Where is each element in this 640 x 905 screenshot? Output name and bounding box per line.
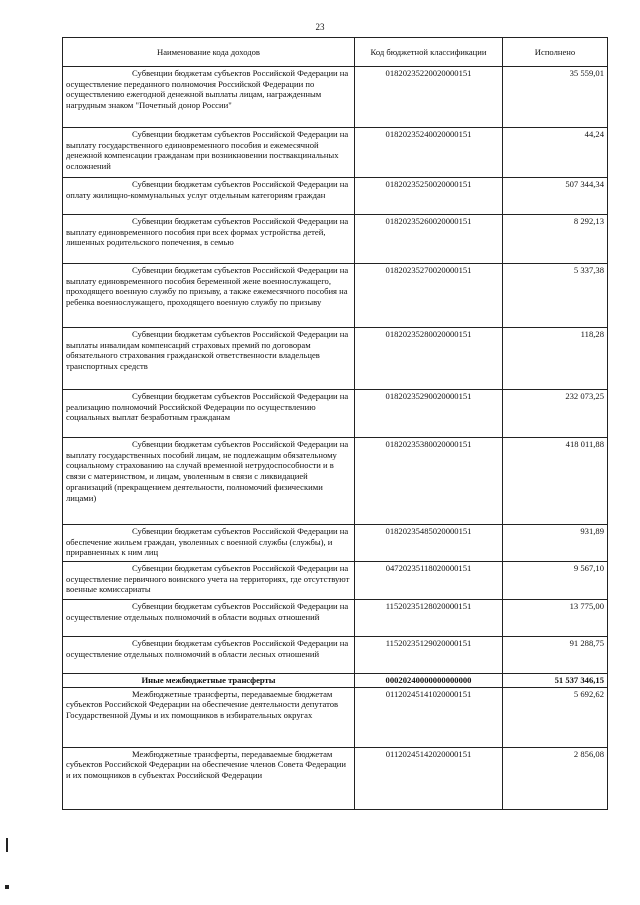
table-row — [63, 600, 608, 637]
row-name: Субвенции бюджетам субъектов Российской Федерации на осуществление переданного полномочия Российской Федерации по осуществлению ежегодной денежной выплаты лицам, награжденным нагрудным знаком "Почетный донор России" — [63, 67, 355, 128]
row-code: 01820235270020000151 — [355, 264, 503, 328]
table-row — [63, 562, 608, 600]
budget-table — [62, 37, 608, 810]
row-code: 01820235380020000151 — [355, 438, 503, 525]
table-row — [63, 438, 608, 525]
row-name: Субвенции бюджетам субъектов Российской Федерации на обеспечение жильем граждан, уволенных с военной службы (службы), и приравненных к ним лиц — [63, 525, 355, 562]
table-row — [63, 67, 608, 128]
row-name: Субвенции бюджетам субъектов Российской Федерации на выплату государственного единовременного пособия и ежемесячной денежной компенсации гражданам при возникновении поствакцинальных осложнений — [63, 128, 355, 178]
table-row — [63, 215, 608, 264]
table-row — [63, 390, 608, 438]
row-amount: 13 775,00 — [503, 600, 608, 637]
row-name: Субвенции бюджетам субъектов Российской Федерации на выплату единовременного пособия при всех формах устройства детей, лишенных родительского попечения, в семью — [63, 215, 355, 264]
scan-edge-mark — [6, 838, 8, 852]
row-amount: 35 559,01 — [503, 67, 608, 128]
row-code: 01120245141020000151 — [355, 687, 503, 747]
row-code: 04720235118020000151 — [355, 562, 503, 600]
table-row-total — [63, 674, 608, 688]
row-amount: 91 288,75 — [503, 637, 608, 674]
row-code: 11520235128020000151 — [355, 600, 503, 637]
row-name: Межбюджетные трансферты, передаваемые бюджетам субъектов Российской Федерации на обеспечение деятельности депутатов Государственной Думы и их помощников в избирательных округах — [63, 687, 355, 747]
table-row — [63, 178, 608, 215]
header-code: Код бюджетной классификации — [355, 38, 503, 67]
table-row — [63, 328, 608, 390]
row-amount: 507 344,34 — [503, 178, 608, 215]
row-code: 01820235290020000151 — [355, 390, 503, 438]
row-code: 11520235129020000151 — [355, 637, 503, 674]
row-name: Межбюджетные трансферты, передаваемые бюджетам субъектов Российской Федерации на обеспечение членов Совета Федерации и их помощников в субъектах Российской Федерации — [63, 747, 355, 809]
row-name: Субвенции бюджетам субъектов Российской Федерации на реализацию полномочий Российской Федерации по осуществлению социальных выплат безработным гражданам — [63, 390, 355, 438]
row-code: 01820235485020000151 — [355, 525, 503, 562]
scan-edge-dot — [5, 885, 9, 889]
row-name: Субвенции бюджетам субъектов Российской Федерации на оплату жилищно-коммунальных услуг отдельным категориям граждан — [63, 178, 355, 215]
row-code: 01820235280020000151 — [355, 328, 503, 390]
row-amount: 8 292,13 — [503, 215, 608, 264]
row-name: Иные межбюджетные трансферты — [63, 674, 355, 688]
header-amount: Исполнено — [503, 38, 608, 67]
row-amount: 232 073,25 — [503, 390, 608, 438]
row-name: Субвенции бюджетам субъектов Российской Федерации на выплаты инвалидам компенсаций страховых премий по договорам обязательного страхования гражданской ответственности владельцев транспортных средств — [63, 328, 355, 390]
row-name: Субвенции бюджетам субъектов Российской Федерации на выплату государственных пособий лицам, не подлежащим обязательному социальному страхованию на случай временной нетрудоспособности и в связи с материнством, и лицам, уволенным в связи с ликвидацией организаций (прекращением деятельности, полномочий физическими лицами) — [63, 438, 355, 525]
row-amount: 9 567,10 — [503, 562, 608, 600]
table-row — [63, 687, 608, 747]
row-amount: 5 337,38 — [503, 264, 608, 328]
page-number: 23 — [315, 22, 325, 32]
table-row — [63, 264, 608, 328]
row-code: 01820235220020000151 — [355, 67, 503, 128]
row-code: 01120245142020000151 — [355, 747, 503, 809]
row-name: Субвенции бюджетам субъектов Российской Федерации на выплату единовременного пособия беременной жене военнослужащего, проходящего военную службу по призыву, а также ежемесячного пособия на ребенка военнослужащего, проходящего военную службу по призыву — [63, 264, 355, 328]
header-name: Наименование кода доходов — [63, 38, 355, 67]
table-header-row — [63, 38, 608, 67]
row-amount: 118,28 — [503, 328, 608, 390]
row-code: 01820235240020000151 — [355, 128, 503, 178]
row-name: Субвенции бюджетам субъектов Российской Федерации на осуществление отдельных полномочий в области лесных отношений — [63, 637, 355, 674]
table-row — [63, 128, 608, 178]
row-code: 01820235250020000151 — [355, 178, 503, 215]
row-amount: 931,89 — [503, 525, 608, 562]
row-amount: 51 537 346,15 — [503, 674, 608, 688]
table-row — [63, 747, 608, 809]
row-amount: 5 692,62 — [503, 687, 608, 747]
table-row — [63, 637, 608, 674]
row-name: Субвенции бюджетам субъектов Российской Федерации на осуществление первичного воинского учета на территориях, где отсутствуют военные комиссариаты — [63, 562, 355, 600]
row-amount: 44,24 — [503, 128, 608, 178]
row-name: Субвенции бюджетам субъектов Российской Федерации на осуществление отдельных полномочий в области водных отношений — [63, 600, 355, 637]
row-amount: 2 856,08 — [503, 747, 608, 809]
row-code: 01820235260020000151 — [355, 215, 503, 264]
table-row — [63, 525, 608, 562]
row-amount: 418 011,88 — [503, 438, 608, 525]
row-code: 00020240000000000000 — [355, 674, 503, 688]
